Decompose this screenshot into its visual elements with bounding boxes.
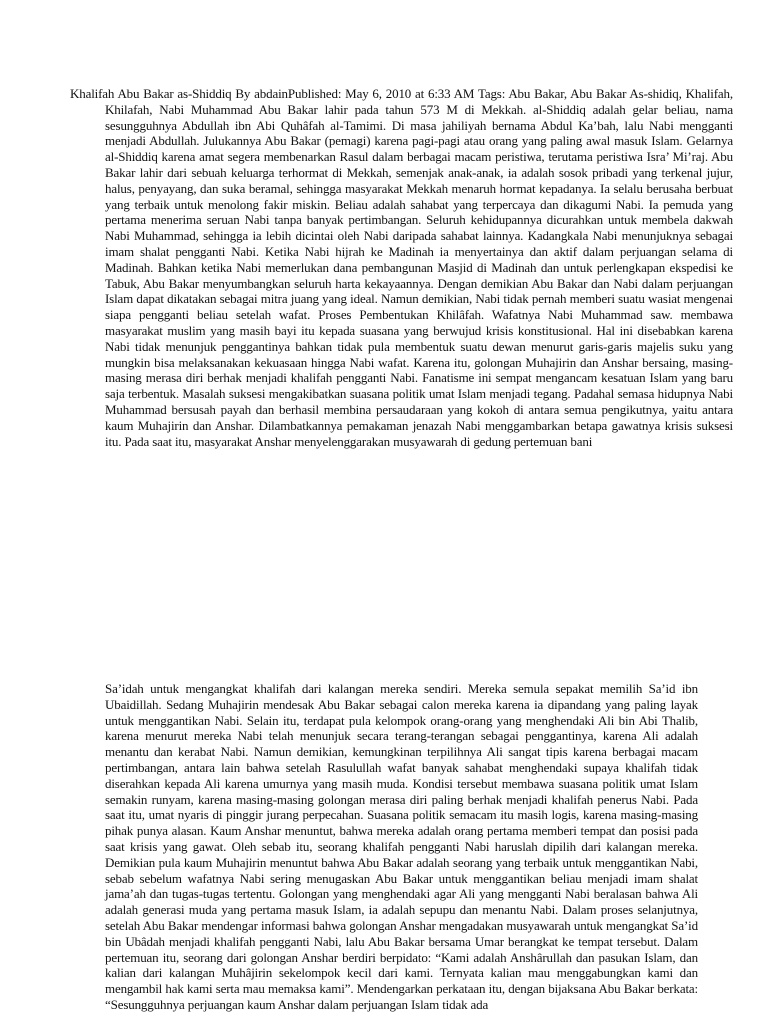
paragraph-1: Khalifah Abu Bakar as-Shiddiq By abdainPublished: May 6, 2010 at 6:33 AM Tags: Abu Bakar, Abu Bakar As-shidiq, Khalifah, Khilafah, Nabi Muhammad Abu Bakar lahir pada tahun 573 M di Mekkah. al-Shiddiq adalah gelar beliau, nama sesungguhnya Abdullah ibn Abi Quhâfah al-Tamimi. Di masa jahiliyah bernama Abdul Ka’bah, lalu Nabi mengganti menjadi Abdullah. Julukannya Abu Bakar (pemagi) karena pagi-pagi atau orang yang paling awal masuk Islam. Gelarnya al-Shiddiq karena amat segera membenarkan Rasul dalam berbagai macam peristiwa, terutama peristiwa Isra’ Mi’raj. Abu Bakar lahir dari sebuah keluarga terhormat di Mekkah, semenjak anak-anak, ia adalah sosok pribadi yang terkenal jujur, halus, penyayang, dan suka beramal, sehingga masyarakat Mekkah menaruh hormat kepadanya. Ia selalu berusaha berbuat yang terbaik untuk menolong fakir miskin. Beliau adalah sahabat yang terpercaya dan dikagumi Nabi. Ia pemuda yang pertama menerima seruan Nabi tanpa banyak pertimbangan. Seluruh kehidupannya dicurahkan untuk membela dakwah Nabi Muhammad, sehingga ia lebih dicintai oleh Nabi daripada sahabat lainnya. Kadangkala Nabi menunjuknya sebagai imam shalat pengganti Nabi. Ketika Nabi hijrah ke Madinah ia menyertainya dan aktif dalam perjuangan selama di Madinah. Bahkan ketika Nabi memerlukan dana pembangunan Masjid di Madinah dan untuk perlengkapan ekspedisi ke Tabuk, Abu Bakar menyumbangkan seluruh harta kekayaannya. Dengan demikian Abu Bakar dan Nabi dalam perjuangan Islam dapat dikatakan sebagai mitra juang yang ideal. Namun demikian, Nabi tidak pernah memberi suatu wasiat mengenai siapa pengganti beliau setelah wafat. Proses Pembentukan Khilâfah. Wafatnya Nabi Muhammad saw. membawa masyarakat muslim yang masih bayi itu kepada suasana yang berwujud krisis konstitusional. Hal ini disebabkan karena Nabi tidak menunjuk penggantinya bahkan tidak pula membentuk suatu dewan menurut garis-garis majelis suku yang mungkin bisa melaksanakan kekuasaan hingga Nabi wafat. Karena itu, golongan Muhajirin dan Anshar bersaing, masing-masing merasa diri berhak menjadi khalifah pengganti Nabi. Fanatisme ini sempat mengancam kesatuan Islam yang baru saja terbentuk. Masalah suksesi mengakibatkan suasana politik umat Islam menjadi tegang. Padahal semasa hidupnya Nabi Muhammad bersusah payah dan berhasil membina persaudaraan yang kokoh di antara semua pengikutnya, yaitu antara kaum Muhajirin dan Anshar. Dilambatkannya pemakaman jenazah Nabi menggambarkan betapa gawatnya krisis suksesi itu. Pada saat itu, masyarakat Anshar menyelenggarakan musyawarah di gedung pertemuan bani: [70, 86, 733, 449]
paragraph-2: Sa’idah untuk mengangkat khalifah dari kalangan mereka sendiri. Mereka semula sepakat memilih Sa’id ibn Ubaidillah. Sedang Muhajirin mendesak Abu Bakar sebagai calon mereka karena ia dipandang yang paling layak untuk menggantikan Nabi. Selain itu, terdapat pula kelompok orang-orang yang menghendaki Ali bin Abi Thalib, karena menurut mereka Nabi telah menunjuk secara terang-terangan sebagai penggantinya, karena Ali adalah menantu dan kerabat Nabi. Namun demikian, kemungkinan terpilihnya Ali sangat tipis karena berbagai macam pertimbangan, antara lain bahwa setelah Rasulullah wafat banyak sahabat menghendaki supaya khalifah tidak diserahkan kepada Ali karena umurnya yang masih muda. Kondisi tersebut membawa suasana politik umat Islam semakin runyam, karena masing-masing golongan merasa diri paling berhak menjadi khalifah penerus Nabi. Pada saat itu, umat nyaris di pinggir jurang perpecahan. Suasana politik semacam itu masih logis, karena masing-masing pihak punya alasan. Kaum Anshar menuntut, bahwa mereka adalah orang pertama memberi tempat dan posisi pada saat krisis yang gawat. Oleh sebab itu, seorang khalifah pengganti Nabi haruslah dipilih dari kalangan mereka. Demikian pula kaum Muhajirin menuntut bahwa Abu Bakar adalah seorang yang terbaik untuk menggantikan Nabi, sebab sebelum wafatnya Nabi sering menugaskan Abu Bakar untuk menggantikan beliau menjadi imam shalat jama’ah dan tugas-tugas tertentu. Golongan yang menghendaki agar Ali yang mengganti Nabi beralasan bahwa Ali adalah generasi muda yang pertama masuk Islam, ia adalah sepupu dan menantu Nabi. Dalam proses selanjutnya, setelah Abu Bakar mendengar informasi bahwa golongan Anshar mengadakan musyawarah untuk mengangkat Sa’id bin Ubâdah menjadi khalifah pengganti Nabi, lalu Abu Bakar bersama Umar berangkat ke tempat tersebut. Dalam pertemuan itu, seorang dari golongan Anshar berdiri berpidato: “Kami adalah Anshârullah dan pasukan Islam, dan kalian dari kalangan Muhâjirin sekelompok kecil dari kami. Ternyata kalian mau menggabungkan kami dan mengambil hak kami serta mau memaksa kami”. Mendengarkan perkataan itu, dengan bijaksana Abu Bakar berkata: “Sesungguhnya perjuangan kaum Anshar dalam perjuangan Islam tidak ada: [105, 681, 698, 1012]
